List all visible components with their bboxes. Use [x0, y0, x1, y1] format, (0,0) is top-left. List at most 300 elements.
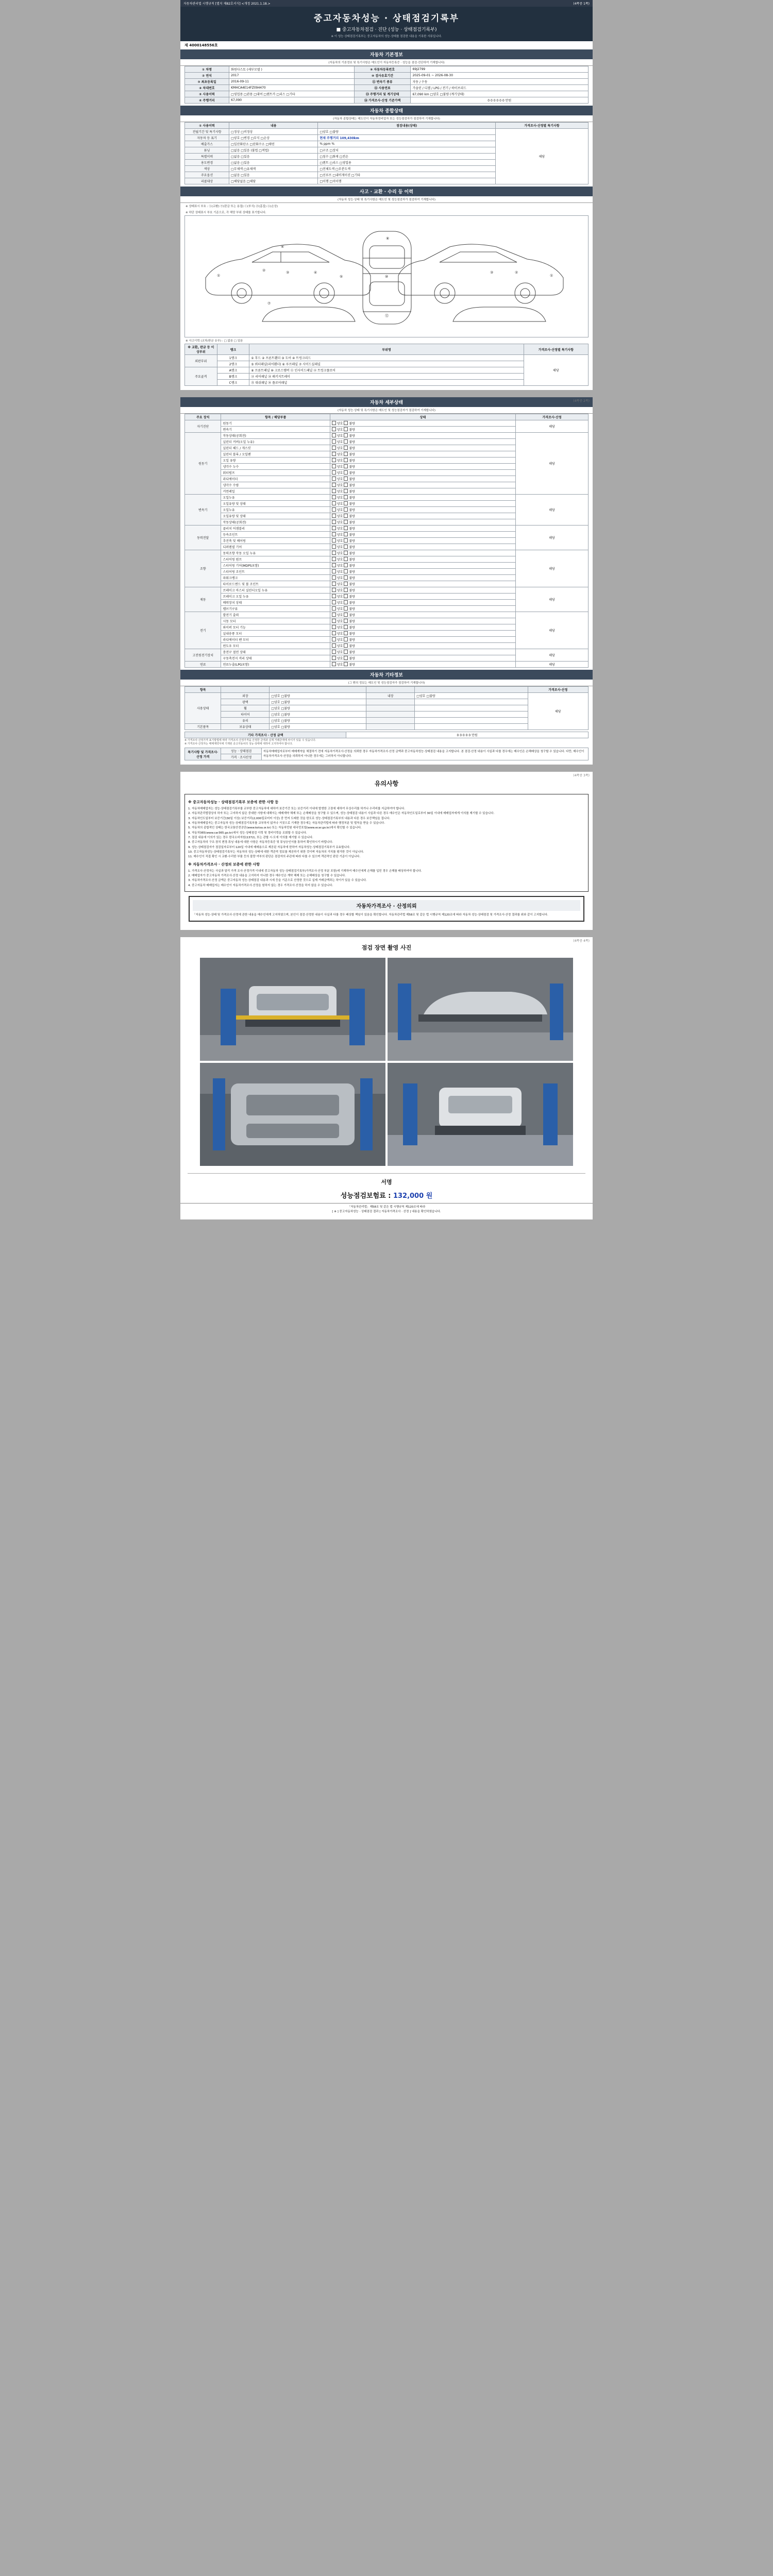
item-state[interactable]: 양호 불량 — [330, 544, 515, 550]
item-label: 발전기 출력 — [221, 612, 330, 618]
accident-legend: ※ 상태표시 부호 : ⓧ(교환) ⓦ(판금 또는 용접) ⓒ(부식) ⓟ(흠집) ⓐ(손상) — [186, 205, 278, 208]
car-diagram-svg — [185, 216, 589, 336]
etc-note-2: ※ 가격조사·산정자는 매매계약서에 기재된 중고자동차의 성능·상태에 대하여 고지하여야 합니다. — [184, 742, 293, 745]
photo-grid — [180, 954, 593, 1170]
row-value-2: 0 0 0 0 0 0 만원 — [411, 97, 589, 104]
cell: 리콜대상 — [185, 178, 229, 184]
item-state[interactable]: 양호 불량 — [330, 643, 515, 649]
table-header-row — [185, 414, 589, 420]
cell: □없음 □있음 (불법 □적법) — [229, 147, 318, 154]
col-header-etc2 — [221, 687, 270, 693]
table-row — [185, 526, 589, 532]
cell: ① 후드 ② 프론트휀더 ③ 도어 ④ 트렁크리드 — [249, 355, 524, 361]
detail-state-table — [184, 414, 589, 668]
table-row — [185, 550, 589, 556]
cell: 용도변경 — [185, 160, 229, 166]
notice-item: 9. 성능·상태점검자가 점검일자로부터 120일 이내에 매매용으로 제공된 자동차에 한하여 자동차성능·상태점검기록부가 유효합니다. — [188, 845, 350, 849]
notice-block — [184, 794, 589, 892]
item-state[interactable]: 양호 불량 — [330, 513, 515, 519]
item-state[interactable]: 양호 불량 — [330, 612, 515, 618]
cell: 타이어 — [221, 711, 270, 718]
table-row — [185, 91, 589, 97]
col-header-rank: 랭크 — [217, 344, 249, 355]
etc-amount-table — [184, 732, 589, 738]
photo-section-title: 점검 장면 촬영 사진 — [361, 944, 412, 951]
table-row — [185, 649, 589, 655]
notice-item: 10. 중고자동차성능·상태점검기록부는 자동차의 성능·상태에 대한 객관적 정보를 제공하기 위한 것이며 자동차의 가치를 평가한 것이 아닙니다. — [188, 850, 364, 854]
item-label: 충전구 절연 상태 — [221, 649, 330, 655]
form-topbar — [180, 0, 593, 7]
item-state[interactable]: 양호 불량 — [330, 519, 515, 526]
item-label: 구동축전지 격리 상태 — [221, 655, 330, 662]
row-label: ⑥ 주행거리 — [185, 97, 229, 104]
table-row — [185, 433, 589, 439]
section-detail-sub: (자동차 성능·상태 및 특기사항은 매도인 및 성능점검자가 점검하여 기재합니다) — [180, 407, 593, 414]
row-value-2: 2025-09-01 ~ 2026-08-30 — [411, 73, 589, 79]
item-state[interactable]: 양호 불량 — [330, 631, 515, 637]
item-label: 원동기 — [221, 420, 330, 427]
photo-engine-bay — [388, 1063, 573, 1166]
table-row — [185, 587, 589, 594]
group-note: 해당 — [516, 495, 589, 526]
cell: 내장 — [366, 693, 415, 699]
cell-etc-note: 해당 — [528, 693, 588, 730]
notice-title: 유의사항 — [374, 780, 399, 787]
cell: □양호 □불량 — [270, 693, 366, 699]
section-accident-header: 사고 · 교환 · 수리 등 이력 — [180, 187, 593, 196]
group-label: 전기 — [185, 612, 221, 649]
sheet-page-2 — [180, 397, 593, 765]
row-label: ③ 최초등록일 — [185, 79, 229, 85]
row-label-2: ⑩ 검사유효기간 — [354, 73, 411, 79]
table-header-row — [185, 123, 589, 129]
item-state[interactable]: 양호 불량 — [330, 420, 515, 427]
table-row — [185, 129, 589, 135]
svg-text:③: ③ — [490, 270, 494, 275]
item-label: 스티어링 펌프 — [221, 556, 330, 563]
accident-parts-table — [184, 344, 589, 386]
detail-state-rows — [185, 420, 589, 668]
item-state[interactable]: 양호 불량 — [330, 445, 515, 451]
item-state[interactable]: 양호 불량 — [330, 594, 515, 600]
cell: ⑮ 대쉬패널 ⑯ 플로어패널 — [249, 380, 524, 386]
cell: □일산화탄소 □탄화수소 □매연 — [229, 141, 318, 147]
group-note: 해당 — [516, 433, 589, 495]
cell: 색상 — [185, 166, 229, 172]
notice-item: 7. 점검 내용에 이의가 있는 경우 한국소비자원(1372), 또는 관할 시·도에 이의를 제기할 수 있습니다. — [188, 836, 313, 839]
cell: □양호 □변경 □부식 □손상 — [229, 135, 318, 141]
table-row — [185, 66, 589, 73]
item-state[interactable]: 양호 불량 — [330, 575, 515, 581]
cell: 튜닝 — [185, 147, 229, 154]
item-label: 동력조향 작동 오일 누유 — [221, 550, 330, 556]
table-header-row — [185, 344, 589, 355]
row-label: ① 차명 — [185, 66, 229, 73]
row-label-2: ⑪ 변속기 종류 — [354, 79, 411, 85]
col-header-etc3 — [270, 687, 366, 693]
footer-line-2: [ ※ ] 중고자동차성능 · 상태점검 결과 [ 자동차가격조사 · 산정 ] 내용을 확인하였습니다. — [332, 1210, 441, 1213]
item-state[interactable]: 양호 불량 — [330, 556, 515, 563]
cell: □양호 □불량 — [415, 693, 528, 699]
notice-item: 2. 자동차관리법령상의 하자 또는 고지하지 않은 중대한 사항에 대해서는 매매계약 해제 또는 손해배상을 청구할 수 있으며, 성능·상태점검 내용이 사실과 다른 경우 매수인은 자동차인도일로부터 30일 이내에 매매업자에게 이의를 제기할 수 있습니다. — [188, 812, 495, 816]
group-label: 고전원전기장치 — [185, 649, 221, 662]
group-label: 제동 — [185, 587, 221, 612]
row-value: 2016-09-11 — [229, 79, 355, 85]
cell: 특별이력 — [185, 154, 229, 160]
cell: □양호 □불량 — [270, 699, 366, 705]
section-overall-state-body — [180, 122, 593, 184]
item-label: 와이퍼 모터 기능 — [221, 624, 330, 631]
item-state[interactable]: 양호 불량 — [330, 451, 515, 457]
item-label: 스티어링 조인트 — [221, 569, 330, 575]
col-header-etc4 — [366, 687, 415, 693]
photo-underbody — [200, 1063, 385, 1166]
cell: □양호 □불량 — [270, 705, 366, 711]
table-row — [185, 85, 589, 91]
row-value-2: 67,090 km □양호 □불량 (계기상태) — [411, 91, 589, 97]
cell: 기본품목 — [185, 724, 221, 730]
row-label: ② 연식 — [185, 73, 229, 79]
car-damage-diagram — [184, 215, 589, 337]
fee-label: 성능점검보험료 : — [340, 1192, 391, 1200]
svg-text:⑥: ⑥ — [281, 245, 284, 249]
guarantee-text: 자동차매매업자로부터 매매계약을 체결하기 전에 자동차가격조사·산정을 의뢰한 경우 자동차가격조사·산정 금액과 중고자동차성능·상태점검 내용을 고지합니다. 본 점검·산정 내용이 사실과 다를 경우에는 매수인은 손해배상을 청구할 수 있습니다. 다만, 매수인이 자동차가격조사·산정을 의뢰하지 아니한 경우에는 그러하지 아니합니다. — [261, 748, 588, 760]
photo-lift-front — [200, 958, 385, 1061]
cell: ⑧ 프론트패널 ⑩ 크로스멤버 ⑪ 인사이드패널 ⑫ 트렁크플로어 — [249, 367, 524, 374]
notice-item: 11. 매수인이 직접 확인 시 교환·수리한 부품 등의 불량 여부의 판단은 점검자의 주관에 따라 다를 수 있으며 객관적인 판단 기준이 아닙니다. — [188, 855, 361, 859]
row-label-2: ⑭ 가격조사·산정 기준가액 — [354, 97, 411, 104]
row-value: □영업용 □관용 □대여 □렌트카 □리스 □기타 — [229, 91, 355, 97]
item-label: 냉각수 누수 — [221, 464, 330, 470]
item-label: 오일유량 및 상태 — [221, 513, 330, 519]
table-row — [185, 612, 589, 618]
item-state[interactable]: 양호 불량 — [330, 532, 515, 538]
document-page — [0, 0, 773, 1219]
etc-amount-label: 기타 가격조사 · 산정 금액 — [185, 732, 346, 738]
row-label-2: ⑫ 사용연료 — [354, 85, 411, 91]
item-label: 시동 모터 — [221, 618, 330, 624]
group-note: 해당 — [516, 420, 589, 433]
guarantee-line-1: 성능 · 상태점검 — [221, 748, 261, 754]
cell — [415, 711, 528, 718]
accident-parts-wrap — [180, 344, 593, 386]
item-label: 실린더 헤드 / 개스킷 — [221, 445, 330, 451]
cell — [415, 718, 528, 724]
cell: □없음 □있음 — [229, 160, 318, 166]
table-header-row — [185, 687, 589, 693]
item-state[interactable]: 양호 불량 — [330, 655, 515, 662]
fee-value: 132,000 원 — [393, 1192, 433, 1200]
row-value: 2017 — [229, 73, 355, 79]
table-row — [185, 495, 589, 501]
group-note: 해당 — [516, 612, 589, 649]
row-value: 67,090 — [229, 97, 355, 104]
col-header: ① 사용이력 — [185, 123, 229, 129]
statement-title: 자동차가격조사 · 산정의뢰 — [193, 900, 580, 911]
item-label: 실린더 커버(오일 누유) — [221, 439, 330, 445]
cell: □선루프 □내비게이션 □기타 — [318, 172, 496, 178]
col-header: 주요 장치 — [185, 414, 221, 420]
row-value-2: 가솔린 / 디젤 / LPG / 전기 / 하이브리드 — [411, 85, 589, 91]
svg-text:⑤: ⑤ — [340, 275, 343, 279]
notice-item: 4. 자동차매매업자는 중고자동차 성능·상태점검기록부를 교부하지 않거나 거짓으로 기재한 경우에는 자동차관리법에 따라 행정처분 및 벌칙을 받을 수 있습니다. — [188, 821, 385, 825]
item-label: 오일누유 — [221, 495, 330, 501]
etc-amount-value: 0 0 0 0 0 만원 — [346, 732, 589, 738]
section-etc-sub: (그 밖의 정보는 매도인 및 성능점검자가 점검하여 기재합니다) — [180, 680, 593, 686]
table-row — [185, 662, 589, 668]
cell — [366, 724, 415, 730]
cell: □해당없음 □해당 — [229, 178, 318, 184]
section-basic-info-header: 자동차 기본정보 — [180, 49, 593, 59]
cell: B랭크 — [217, 374, 249, 380]
svg-text:①: ① — [550, 274, 553, 278]
notice-item: 1. 자동차매매업자는 성능·상태점검기록부를 교부한 중고자동차에 대하여 보증기간 또는 보증거리 이내에 발생한 고장에 대하여 무상수리를 하거나 수리비를 지급하여야 합니다. — [188, 807, 406, 810]
page-indicator: (4쪽중 1쪽) — [573, 2, 590, 6]
group-label: 자기진단 — [185, 420, 221, 433]
item-state[interactable]: 양호 불량 — [330, 476, 515, 482]
col-header: 상태 — [330, 414, 515, 420]
cell: □양호 □불량 — [270, 711, 366, 718]
group-label: 동력전달 — [185, 526, 221, 550]
basic-info-table — [184, 66, 589, 104]
table-row — [185, 79, 589, 85]
item-label: 윈도우 모터 — [221, 643, 330, 649]
svg-text:④: ④ — [314, 270, 317, 275]
item-label: 디퍼렌셜 기어 — [221, 544, 330, 550]
inspection-photo — [200, 1063, 385, 1166]
item-state[interactable]: 양호 불량 — [330, 427, 515, 433]
item-state[interactable]: 양호 불량 — [330, 550, 515, 556]
notice-list-1 — [188, 807, 585, 860]
row-value: KMHCA4E14FZ094470 — [229, 85, 355, 91]
table-row — [185, 355, 589, 361]
cell — [366, 699, 415, 705]
item-state[interactable]: 양호 불량 — [330, 649, 515, 655]
col-header: 가격조사·산정별 특기사항 — [495, 123, 588, 129]
item-label: 브레이크 마스터 실린더오일 누유 — [221, 587, 330, 594]
item-state[interactable]: 양호 불량 — [330, 457, 515, 464]
row-value-2: 69J2799 — [411, 66, 589, 73]
col-header-etc6: 가격조사·산정 — [528, 687, 588, 693]
row-label: ⑤ 사용이력 — [185, 91, 229, 97]
col-header: 가격조사·산정 — [516, 414, 589, 420]
cell: □양호 □불량 — [318, 129, 496, 135]
notice-item: 1. 가격조사·산정자는 사실과 달리 가격 조사·산정가격 이내에 중고자동차 성능·상태점검기록부(가격조사·산정 부분 포함)에 기재하여 매수인에게 손해를 입힌 경우 손해를 배상하여야 합니다. — [188, 869, 422, 873]
notice-sec2-title: ※ 자동차가격조사 · 산정의 보증에 관한 사항 — [188, 862, 260, 867]
table-row — [185, 693, 589, 699]
cell: C랭크 — [217, 380, 249, 386]
doc-no-label: 제 — [184, 43, 188, 47]
notice-item: 8. 중고자동차의 구조·장치 변경·튜닝 내용에 대한 사항은 자동차등록증 및 튜닝승인서를 통하여 확인하시기 바랍니다. — [188, 841, 333, 844]
notice-item: 5. 자동차의 종합적인 상태는 한국교통안전공단(www.kotsa.or.kr) 또는 자동차민원 대국민포털(www.ecar.go.kr)에서 확인할 수 있습니다. — [188, 826, 362, 830]
row-value: 화원다스토 (세부모델 ) — [229, 66, 355, 73]
table-row — [185, 73, 589, 79]
section-detail-body — [180, 414, 593, 668]
page-corner-3: (4쪽중 3쪽) — [573, 774, 590, 777]
cell — [415, 705, 528, 711]
cell — [366, 705, 415, 711]
cell: 자동차 등 표기 — [185, 135, 229, 141]
table-row — [185, 420, 589, 427]
cell: 전월기간 및 특기사항 — [185, 129, 229, 135]
item-label: 작동상태(공회전) — [221, 433, 330, 439]
item-state[interactable]: 양호 불량 — [330, 482, 515, 488]
item-state[interactable]: 양호 불량 — [330, 439, 515, 445]
statement-box — [189, 896, 584, 922]
statement-body: 「자동차 성능·상태 및 가격조사·산정에 관한 내용을 매수인에게 고지하였으며, 본인이 점검·산정한 내용이 사실과 다를 경우 배상할 책임이 있음을 확인합니다. 자동차관리법 제58조 및 같은 법 시행규칙 제120조에 따라 자동차 성능·상태점검 및 가격조사·산정 결과를 위와 같이 고지합니다. — [193, 913, 548, 917]
item-label: 오일누유 — [221, 507, 330, 513]
item-label: 실린더 블록 / 오일팬 — [221, 451, 330, 457]
item-label: 작동상태(공회전) — [221, 519, 330, 526]
section-overall-state-sub: (자동차 종합상태는 매도인이 자동차정비업자 또는 성능점검자가 점검하여 기재합니다) — [180, 115, 593, 122]
guarantee-table — [184, 748, 589, 760]
inspection-photo — [388, 1063, 573, 1166]
etc-table — [184, 686, 589, 730]
cell: □없음 □있음 — [229, 172, 318, 178]
item-state[interactable]: 양호 불량 — [330, 526, 515, 532]
document-footer — [180, 1203, 593, 1216]
item-state[interactable]: 양호 불량 — [330, 587, 515, 594]
accident-legend-2: ※ 하단 상태표시 부호 기준으로, 각 해당 부위 상태를 표기합니다. — [186, 211, 266, 214]
cell-special-note: 해당 — [524, 355, 588, 386]
title-note: ※ 이 성능·상태점검기록부는 중고자동차의 성능·상태를 점검한 내용을 기록한 서류입니다. — [331, 35, 442, 38]
cell: □정상 □비정상 — [229, 129, 318, 135]
item-state[interactable]: 양호 불량 — [330, 488, 515, 495]
item-label: 라디에이터 팬 모터 — [221, 637, 330, 643]
section-etc-body — [180, 686, 593, 760]
cell: □무채색 □유채색 — [229, 166, 318, 172]
row-label-2: ⑬ 주행거리 및 계기상태 — [354, 91, 411, 97]
cell: 2랭크 — [217, 361, 249, 367]
item-label: 밸브기구류 — [221, 606, 330, 612]
item-state[interactable]: 양호 불량 — [330, 501, 515, 507]
item-label: 워터펌프 — [221, 470, 330, 476]
item-state[interactable]: 양호 불량 — [330, 495, 515, 501]
group-label: 연료 — [185, 662, 221, 668]
page-title: 중고자동차성능 · 상태점검기록부 — [313, 13, 460, 24]
guarantee-line-2: 가격 · 조사산정 — [221, 754, 261, 760]
item-label: 파워크랭크 — [221, 575, 330, 581]
signature-label: 서명 — [188, 1173, 585, 1187]
item-label: 변속기 — [221, 427, 330, 433]
item-label: 냉각수 수량 — [221, 482, 330, 488]
item-label: 타이로드엔드 및 볼 조인트 — [221, 581, 330, 587]
cell: 외장 — [221, 693, 270, 699]
cell: 주요옵션 — [185, 172, 229, 178]
cell: □전체도색 □부분도색 — [318, 166, 496, 172]
item-label: 등속조인트 — [221, 532, 330, 538]
group-note: 해당 — [516, 649, 589, 662]
cell — [415, 699, 528, 705]
item-state[interactable]: 양호 불량 — [330, 606, 515, 612]
item-state[interactable]: 양호 불량 — [330, 470, 515, 476]
group-label: 조향 — [185, 550, 221, 587]
document-number-row — [180, 41, 593, 49]
cell: 유리 — [221, 718, 270, 724]
row-label-2: ⑨ 자동차등록번호 — [354, 66, 411, 73]
item-state[interactable]: 양호 불량 — [330, 637, 515, 643]
col-header-part: 부위명 — [249, 344, 524, 355]
svg-text:②: ② — [515, 270, 518, 275]
item-state[interactable]: 양호 불량 — [330, 600, 515, 606]
section-etc-header: 자동차 기타정보 — [180, 670, 593, 680]
item-label: 오일유량 및 상태 — [221, 501, 330, 507]
cell: % ppm % — [318, 141, 496, 147]
item-label: 스티어링 기어(MDPS포함) — [221, 563, 330, 569]
cell-special-note: 해당 — [495, 129, 588, 184]
svg-text:⑧: ⑧ — [386, 236, 390, 241]
row-label: ④ 차대번호 — [185, 85, 229, 91]
notice-list-2 — [188, 869, 585, 888]
item-state[interactable]: 양호 불량 — [330, 569, 515, 575]
cell: □양호 □불량 — [270, 724, 366, 730]
cell: □없음 □있음 — [229, 154, 318, 160]
cell: 사용상태 — [185, 693, 221, 724]
cell: □양호 □불량 — [270, 718, 366, 724]
item-label: 브레이크 오일 누유 — [221, 594, 330, 600]
col-header-etc: 항목 — [185, 687, 221, 693]
item-label: 클러치 어셈블리 — [221, 526, 330, 532]
svg-text:②: ② — [262, 268, 266, 273]
item-state[interactable]: 양호 불량 — [330, 563, 515, 569]
item-state[interactable]: 양호 불량 — [330, 507, 515, 513]
svg-text:⑦: ⑦ — [267, 301, 271, 306]
notice-sec1-title: ※ 중고자동차성능 · 상태점검기록부 보증에 관한 사항 등 — [188, 800, 279, 804]
item-label: 오일 유량 — [221, 457, 330, 464]
group-note: 해당 — [516, 587, 589, 612]
col-header: 점검내용(상태) — [318, 123, 496, 129]
cell: 보유상태 — [221, 724, 270, 730]
inspection-photo — [200, 958, 385, 1061]
overall-state-table — [184, 122, 589, 184]
group-note: 해당 — [516, 662, 589, 668]
item-state[interactable]: 양호 불량 — [330, 581, 515, 587]
item-label: 라디에이터 — [221, 476, 330, 482]
cell: 휠 — [221, 705, 270, 711]
sheet-page-3 — [180, 772, 593, 930]
item-state[interactable]: 양호 불량 — [330, 433, 515, 439]
item-state[interactable]: 양호 불량 — [330, 624, 515, 631]
notice-item: 3. 자동차인도일부터 보증기간(30일 이상) 보증거리(2,000킬로미터 이상) 중 먼저 도래한 것을 한도로 성능·상태점검기록부의 내용과 다른 경우 보증책임을 집니다. — [188, 817, 391, 820]
form-legal-ref: 자동차관리법 시행규칙 [별지 제82호서식] <개정 2021.1.18.> — [183, 2, 271, 6]
page-subtitle: ■ 중고자동차점검 · 진단 (성능 · 상태점검기록부) — [336, 27, 437, 32]
section-detail-header: 자동차 세부상태 — [180, 397, 593, 407]
cell: □침수 □화재 □전손 — [318, 154, 496, 160]
col-header: 내용 — [229, 123, 318, 129]
item-state[interactable]: 양호 불량 — [330, 464, 515, 470]
col-header: 항목 / 해당부품 — [221, 414, 330, 420]
item-label: 추진축 및 베어링 — [221, 538, 330, 544]
item-state[interactable]: 양호 불량 — [330, 618, 515, 624]
cell: □렌트 □리스 □영업용 — [318, 160, 496, 166]
item-label: 연료누출(LPG포함) — [221, 662, 330, 668]
doc-no-value: 4000148556호 — [189, 43, 218, 47]
item-state[interactable]: 양호 불량 — [330, 538, 515, 544]
svg-text:⑫: ⑫ — [385, 314, 389, 318]
svg-text:③: ③ — [286, 270, 290, 275]
cell: ⑬ 리어패널 ⑭ 패키지트레이 — [249, 374, 524, 380]
cell — [366, 718, 415, 724]
cell-mileage: 현재 주행거리 109,430km — [318, 135, 496, 141]
item-state[interactable]: 양호 불량 — [330, 662, 515, 668]
cell: 배출가스 — [185, 141, 229, 147]
footer-line-1: 「자동차관리법」제58조 및 같은 법 시행규칙 제120조에 따라 — [347, 1205, 426, 1209]
table-row — [185, 748, 589, 754]
section-overall-state-header: 자동차 종합상태 — [180, 106, 593, 115]
guarantee-label: 특기사항 및 가격조사·산정 가격 — [185, 748, 221, 760]
col-header: ※ 교환, 판금 등 이상부위 — [185, 344, 217, 355]
section-accident-sub: (자동차 성능·상태 및 특기사항은 매도인 및 성능점검자가 점검하여 기재합니다) — [180, 196, 593, 203]
